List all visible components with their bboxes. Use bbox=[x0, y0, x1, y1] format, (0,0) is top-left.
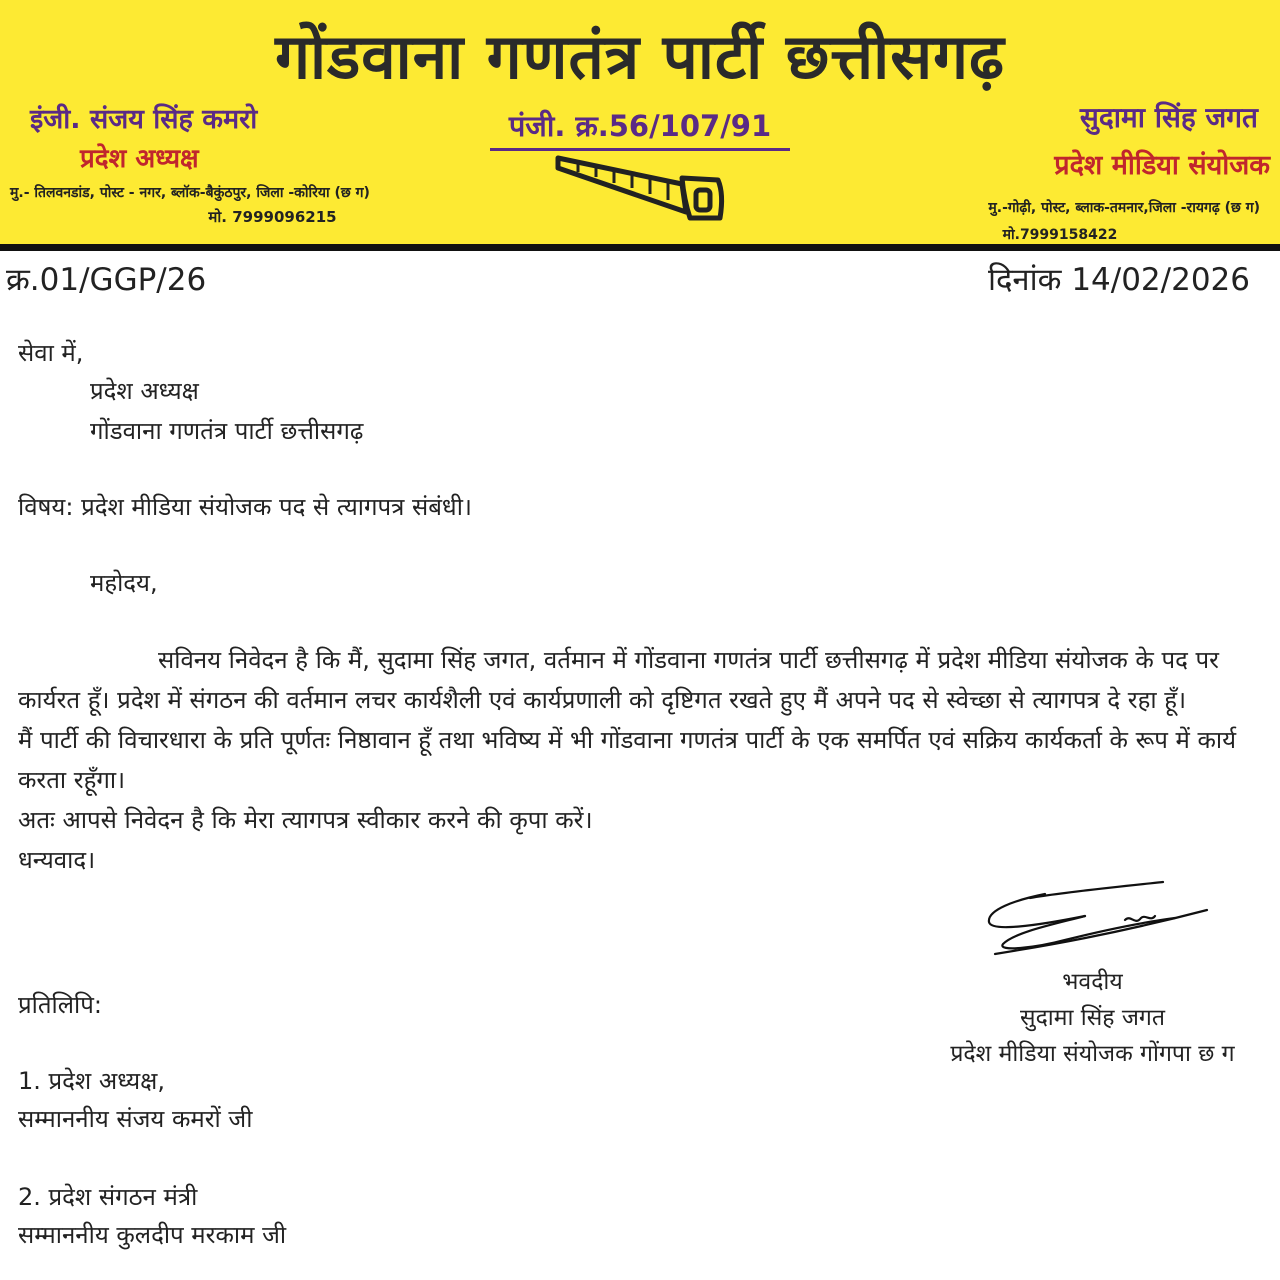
letter-date: दिनांक 14/02/2026 bbox=[987, 262, 1250, 298]
media-coordinator-name: सुदामा सिंह जगत bbox=[1079, 101, 1258, 134]
handwritten-signature bbox=[975, 874, 1210, 964]
reference-number: क्र.01/GGP/26 bbox=[6, 262, 207, 298]
media-coordinator-designation: प्रदेश मीडिया संयोजक bbox=[1054, 150, 1270, 181]
salutation: महोदय, bbox=[90, 569, 158, 597]
copy-recipient-title: 2. प्रदेश संगठन मंत्री bbox=[18, 1183, 198, 1211]
president-phone: मो. 7999096215 bbox=[208, 208, 337, 226]
closing-line: भवदीय bbox=[1062, 969, 1123, 995]
signature-block bbox=[920, 964, 1265, 1072]
addressee-line: प्रदेश अध्यक्ष bbox=[90, 377, 199, 405]
president-name: इंजी. संजय सिंह कमरो bbox=[30, 104, 258, 135]
president-address: मु.- तिलवनडांड, पोस्ट - नगर, ब्लॉक-बैकुंठपुर, जिला -कोरिया (छ ग) bbox=[10, 185, 370, 201]
media-coordinator-phone: मो.7999158422 bbox=[1002, 227, 1118, 243]
copy-recipient-title: 1. प्रदेश अध्यक्ष, bbox=[18, 1067, 165, 1095]
copy-recipient-name: सम्माननीय कुलदीप मरकाम जी bbox=[18, 1221, 287, 1249]
body-paragraph: सविनय निवेदन है कि मैं, सुदामा सिंह जगत, वर्तमान में गोंडवाना गणतंत्र पार्टी छत्तीसगढ़ में प्रदेश मीडिया संयोजक के पद पर कार्यरत हूँ। प्रदेश में संगठन की वर्तमान लचर कार्यशैली एवं कार्यप्रणाली को दृष्टिगत रखते हुए मैं अपने पद से स्वेच्छा से त्यागपत्र दे रहा हूँ। bbox=[18, 646, 1219, 714]
media-coordinator-address: मु.-गोढ़ी, पोस्ट, ब्लाक-तमनार,जिला -रायगढ़ (छ ग) bbox=[988, 200, 1260, 216]
body-paragraph: मैं पार्टी की विचारधारा के प्रति पूर्णतः निष्ठावान हूँ तथा भविष्य में भी गोंडवाना गणतंत्र पार्टी के एक समर्पित एवं सक्रिय कार्यकर्ता के रूप में कार्य करता रहूँगा। bbox=[18, 726, 1237, 794]
registration-number: पंजी. क्र.56/107/91 bbox=[490, 104, 790, 151]
saw-icon bbox=[550, 150, 730, 226]
copy-recipient-name: सम्माननीय संजय कमरों जी bbox=[18, 1105, 253, 1133]
letterhead bbox=[0, 0, 1280, 244]
president-designation: प्रदेश अध्यक्ष bbox=[80, 144, 199, 174]
signatory-name: सुदामा सिंह जगत bbox=[1020, 1005, 1165, 1031]
addressee-label: सेवा में, bbox=[18, 339, 84, 367]
letter-body bbox=[18, 640, 1253, 880]
letterhead-divider bbox=[0, 244, 1280, 251]
thanks-line: धन्यवाद। bbox=[18, 846, 96, 874]
copy-to-label: प्रतिलिपि: bbox=[18, 991, 102, 1019]
subject-line: विषय: प्रदेश मीडिया संयोजक पद से त्यागपत्र संबंधी। bbox=[18, 493, 473, 521]
signatory-designation: प्रदेश मीडिया संयोजक गोंगपा छ ग bbox=[950, 1041, 1235, 1067]
party-name: गोंडवाना गणतंत्र पार्टी छत्तीसगढ़ bbox=[275, 20, 1005, 93]
addressee-line: गोंडवाना गणतंत्र पार्टी छत्तीसगढ़ bbox=[90, 417, 364, 445]
body-paragraph: अतः आपसे निवेदन है कि मेरा त्यागपत्र स्वीकार करने की कृपा करें। bbox=[18, 806, 593, 834]
